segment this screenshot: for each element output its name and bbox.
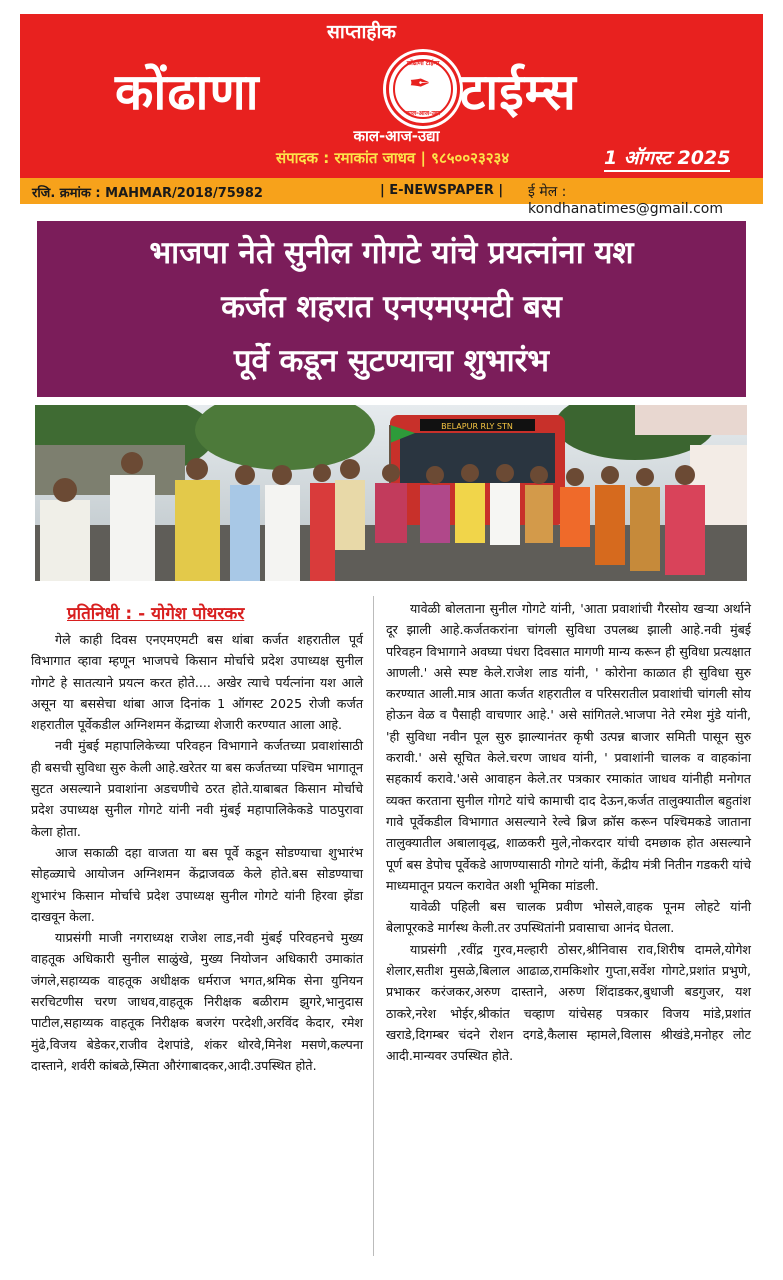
headline-line-1: भाजपा नेते सुनील गोगटे यांचे प्रयत्नांना यश: [149, 235, 634, 271]
byline: प्रतिनिधी : - योगेश पोथरकर: [67, 604, 245, 624]
headline-box: [37, 221, 746, 397]
article-paragraph: यावेळी बोलताना सुनील गोगटे यांनी, 'आता प्रवाशांची गैरसोय खऱ्या अर्थाने दूर झाली आहे.कर्जतकरांना चांगली सुविधा उपलब्ध झाली आहे.नवी मुंबई परिवहन विभागाने अवघ्या पंधरा दिवसात मागणी मान्य करून ही सुविधा प्रत्यक्षात आणली.' असे स्पष्ट केले.राजेश लाड यांनी, ' कोरोना काळात ही सुविधा सुरु करण्यात आली.मात्र आता कर्जत शहरातील व परिसरातील प्रवाशांची चांगली सोय होऊन वेळ व पैसाही वाचणार आहे.' असे सांगितले.भाजपा नेते रमेश मुंडे यांनी, 'ही सुविधा नवीन पूल सुरु झाल्यानंतर कृषी उत्पन्न बाजार समिती पासून सुरु करावी.' असे सूचित केले.चरण जाधव यांनी, ' प्रवाशांनी चालक व वाहकांना सहकार्य करावे.'असे आवाहन केले.तर पत्रकार रमाकांत जाधव यांनीही मनोगत व्यक्त करताना सुनील गोगटे यांचे कामाची दाद देऊन,कर्जत तालुक्यातील बहुतांश गावे पूर्वेकडील विभागात असल्याने रेल्वे ब्रिज क्रॉस करून पश्चिमकडे जाताना तालुक्यातील अबालावृद्ध, शाळकरी मुले,नोकरदार यांची दमछाक होत असल्याने पूर्ण बस डेपोच पूर्वेकडे आणण्यासाठी गोगटे यांनी, केंद्रीय मंत्री नितीन गडकरी यांचे माध्यमातून प्रयत्न करावेत अशी भूमिका मांडली.: [386, 601, 751, 893]
headline-line-2: कर्जत शहरात एनएमएमटी बस: [221, 289, 562, 325]
title-left: कोंढाणा: [115, 63, 260, 121]
issue-date: 1 ऑगस्ट 2025: [604, 144, 730, 172]
article-paragraph: नवी मुंबई महापालिकेच्या परिवहन विभागाने कर्जतच्या प्रवाशांसाठी ही बसची सुविधा सुरु केली आहे.खरेतर या बस कर्जतच्या पश्चिम भागातून सुटत असल्याने प्रवाशांना अडचणीचे ठरत होते.याबाबत किसान मोर्चाचे प्रदेश उपाध्यक्ष सुनील गोगटे यांनी नवी मुंबई महापालिकेकडे पाठपुरावा केला होता.: [31, 738, 363, 839]
article-paragraph: गेले काही दिवस एनएमएमटी बस थांबा कर्जत शहरातील पूर्व विभागात व्हावा म्हणून भाजपचे किसान मोर्चाचे प्रदेश उपाध्यक्ष सुनील गोगटे हे सातत्याने प्रयत्न करत होते.... अखेर त्याचे पर्यत्नांना यश आले असून या बससेचा थांबा आज दिनांक 1 ऑगस्ट 2025 रोजी कर्जत शहरातील पूर्वेकडील अग्निशमन केंद्राच्या शेजारी करण्यात आला आहे.: [31, 632, 363, 733]
weekly-label: साप्ताहीक: [327, 21, 396, 43]
article-column-left: [31, 629, 363, 1076]
article-paragraph: यावेळी पहिली बस चालक प्रवीण भोसले,वाहक पूनम लोहटे यांनी बेलापूरकडे मार्गस्थ केली.तर उपस्थितांनी प्रवासाचा आनंद घेतला.: [386, 899, 751, 936]
fountain-pen-icon: ✒: [409, 69, 431, 99]
column-divider: [373, 596, 374, 1256]
logo-bottom-text: काल-आज-उद्या: [405, 110, 441, 117]
event-photo-illustration: [35, 405, 747, 581]
bus-destination-sign: BELAPUR RLY STN: [441, 422, 513, 431]
headline-line-3: पूर्वे कडून सुटण्याचा शुभारंभ: [233, 343, 550, 379]
tagline: काल-आज-उद्या: [353, 127, 440, 145]
registration-number: रजि. क्रमांक : MAHMAR/2018/75982: [32, 186, 263, 201]
masthead: [20, 14, 763, 178]
email-link[interactable]: ई मेल : kondhanatimes@gmail.com: [528, 184, 723, 217]
event-photo: [35, 405, 747, 581]
edition-label: | E-NEWSPAPER |: [380, 183, 504, 198]
info-bar: [20, 178, 763, 217]
article-column-right: [386, 598, 751, 1067]
editor-line: संपादक : रमाकांत जाधव | ९८५००२३२३४: [276, 149, 510, 167]
article-paragraph: याप्रसंगी माजी नगराध्यक्ष राजेश लाड,नवी मुंबई परिवहनचे मुख्य वाहतूक अधिकारी सुनील साळुंखे, मुख्य नियोजन अधिकारी उमाकांत जंगले,सहाय्यक वाहतूक अधीक्षक धर्मराज भगत,श्रमिक सेना युनियन सरचिटणीस चरण जाधव,वाहतूक निरीक्षक बळीराम झुगरे,भानुदास पाटील,सहाय्यक वाहतूक निरीक्षक बजरंग परदेशी,अरविंद केदार, रमेश मुंढे,विजय बेडेकर,राजीव देशपांडे, शंकर थोरवे,मिनेश मसणे,कल्पना दास्ताने, शर्वरी कांबळे,स्मिता औरंगाबादकर,आदी.उपस्थित होते.: [31, 930, 363, 1073]
article-paragraph: आज सकाळी दहा वाजता या बस पूर्वे कडून सोडण्याचा शुभारंभ सोहळ्याचे आयोजन अग्निशमन केंद्राजवळ केले होते.बस सोडण्याचा शुभारंभ किसान मोर्चाचे प्रदेश उपाध्यक्ष सुनील गोगटे यांनी हिरवा झेंडा दाखवून केला.: [31, 844, 363, 924]
pen-logo-icon: [386, 52, 460, 126]
article-paragraph: याप्रसंगी ,रवींद्र गुरव,मल्हारी ठोसर,श्रीनिवास राव,शिरीष दामले,योगेश शेलार,सतीश मुसळे,बिलाल आढाळ,रामकिशोर गुप्ता,सर्वेश गोगटे,प्रशांत प्रभुणे, प्रभाकर करंजकर,अरुण दास्ताने, अरुण शिंदाडकर,बुधाजी बडगुजर, यश ठाकरे,नरेश भोईर,श्रीकांत चव्हाण यांचेसह पत्रकार विजय मांडे,प्रशांत खराडे,दिगम्बर चंदने रोशन दगडे,कैलास म्हामले,विलास श्रीखंडे,मनोहर लोट आदी.मान्यवर उपस्थित होते.: [386, 941, 751, 1064]
title-right: टाईम्स: [460, 63, 577, 121]
logo-top-text: कोंढाणा टाईम्स: [406, 60, 440, 67]
